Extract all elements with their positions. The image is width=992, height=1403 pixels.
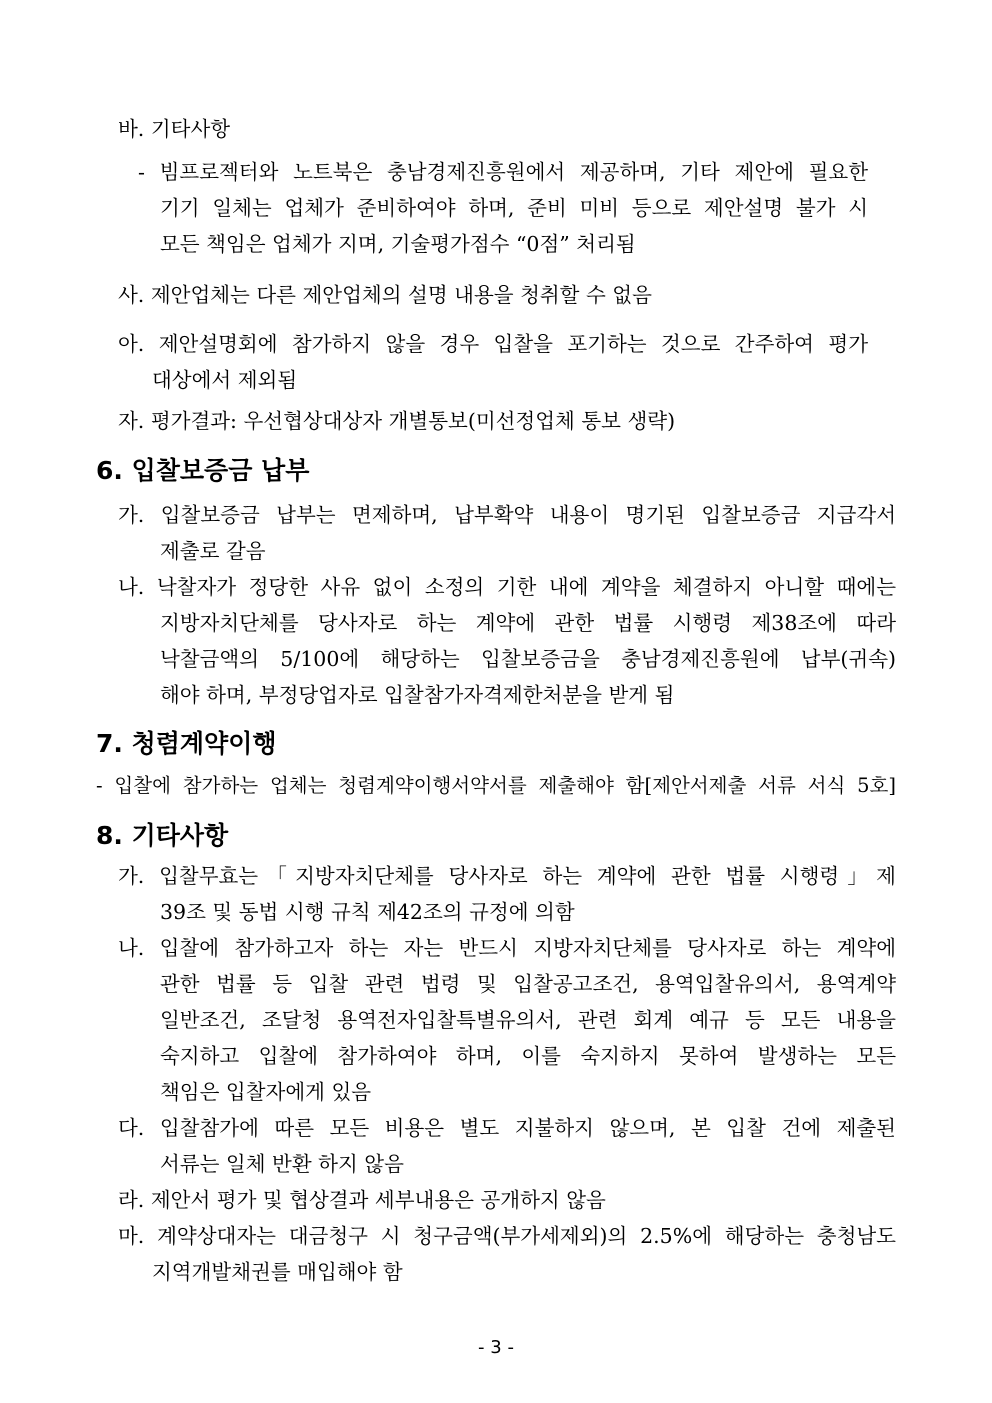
page-number: - 3 - (478, 1337, 514, 1358)
section-6-ga-line2: 제출로 갈음 (160, 539, 266, 563)
item-a-line1: 아. 제안설명회에 참가하지 않을 경우 입찰을 포기하는 것으로 간주하여 평가 (118, 332, 868, 356)
section-8-da-line1: 다. 입찰참가에 따른 모든 비용은 별도 지불하지 않으며, 본 입찰 건에 제출된 (118, 1116, 896, 1140)
section-6-na-line2: 지방자치단체를 당사자로 하는 계약에 관한 법률 시행령 제38조에 따라 (160, 611, 896, 635)
section-6-na-line4: 해야 하며, 부정당업자로 입찰참가자격제한처분을 받게 됨 (160, 683, 675, 707)
section-8-ga-line2: 39조 및 동법 시행 규칙 제42조의 규정에 의함 (160, 900, 575, 924)
section-6-na-line1: 나. 낙찰자가 정당한 사유 없이 소정의 기한 내에 계약을 체결하지 아니할 때에는 (118, 575, 896, 599)
section-8-na-line4: 숙지하고 입찰에 참가하여야 하며, 이를 숙지하지 못하여 발생하는 모든 (160, 1044, 896, 1068)
section-8-da-line2: 서류는 일체 반환 하지 않음 (160, 1152, 404, 1176)
item-ba-title: 바. 기타사항 (118, 117, 231, 141)
section-8-ma-line2: 지역개발채권를 매입해야 함 (152, 1260, 403, 1284)
item-ba-line3: 모든 책임은 업체가 지며, 기술평가점수 “0점” 처리됨 (160, 232, 636, 256)
item-a-line2: 대상에서 제외됨 (152, 368, 298, 392)
item-ba-line1: - 빔프로젝터와 노트북은 충남경제진흥원에서 제공하며, 기타 제안에 필요한 (138, 160, 868, 184)
section-7-heading: 7. 청렴계약이행 (96, 729, 277, 758)
section-8-ga-line1: 가. 입찰무효는「지방자치단체를 당사자로 하는 계약에 관한 법률 시행령」제 (118, 864, 896, 888)
section-7-line1: - 입찰에 참가하는 업체는 청렴계약이행서약서를 제출해야 함[제안서제출 서류 서식 5호] (96, 774, 896, 797)
section-8-na-line1: 나. 입찰에 참가하고자 하는 자는 반드시 지방자치단체를 당사자로 하는 계약에 (118, 936, 896, 960)
item-ja: 자. 평가결과: 우선협상대상자 개별통보(미선정업체 통보 생략) (118, 409, 676, 433)
section-6-heading: 6. 입찰보증금 납부 (96, 456, 310, 485)
item-ba-line2: 기기 일체는 업체가 준비하여야 하며, 준비 미비 등으로 제안설명 불가 시 (160, 196, 868, 220)
section-8-ma-line1: 마. 계약상대자는 대금청구 시 청구금액(부가세제외)의 2.5%에 해당하는 충청남도 (118, 1224, 896, 1248)
section-8-na-line5: 책임은 입찰자에게 있음 (160, 1080, 372, 1104)
section-6-na-line3: 낙찰금액의 5/100에 해당하는 입찰보증금을 충남경제진흥원에 납부(귀속) (160, 647, 896, 671)
section-8-na-line2: 관한 법률 등 입찰 관련 법령 및 입찰공고조건, 용역입찰유의서, 용역계약 (160, 972, 896, 996)
section-8-heading: 8. 기타사항 (96, 821, 229, 850)
section-6-ga-line1: 가. 입찰보증금 납부는 면제하며, 납부확약 내용이 명기된 입찰보증금 지급각서 (118, 503, 896, 527)
section-8-na-line3: 일반조건, 조달청 용역전자입찰특별유의서, 관련 회계 예규 등 모든 내용을 (160, 1008, 896, 1032)
item-sa: 사. 제안업체는 다른 제안업체의 설명 내용을 청취할 수 없음 (118, 283, 652, 307)
section-8-ra: 라. 제안서 평가 및 협상결과 세부내용은 공개하지 않음 (118, 1188, 606, 1212)
